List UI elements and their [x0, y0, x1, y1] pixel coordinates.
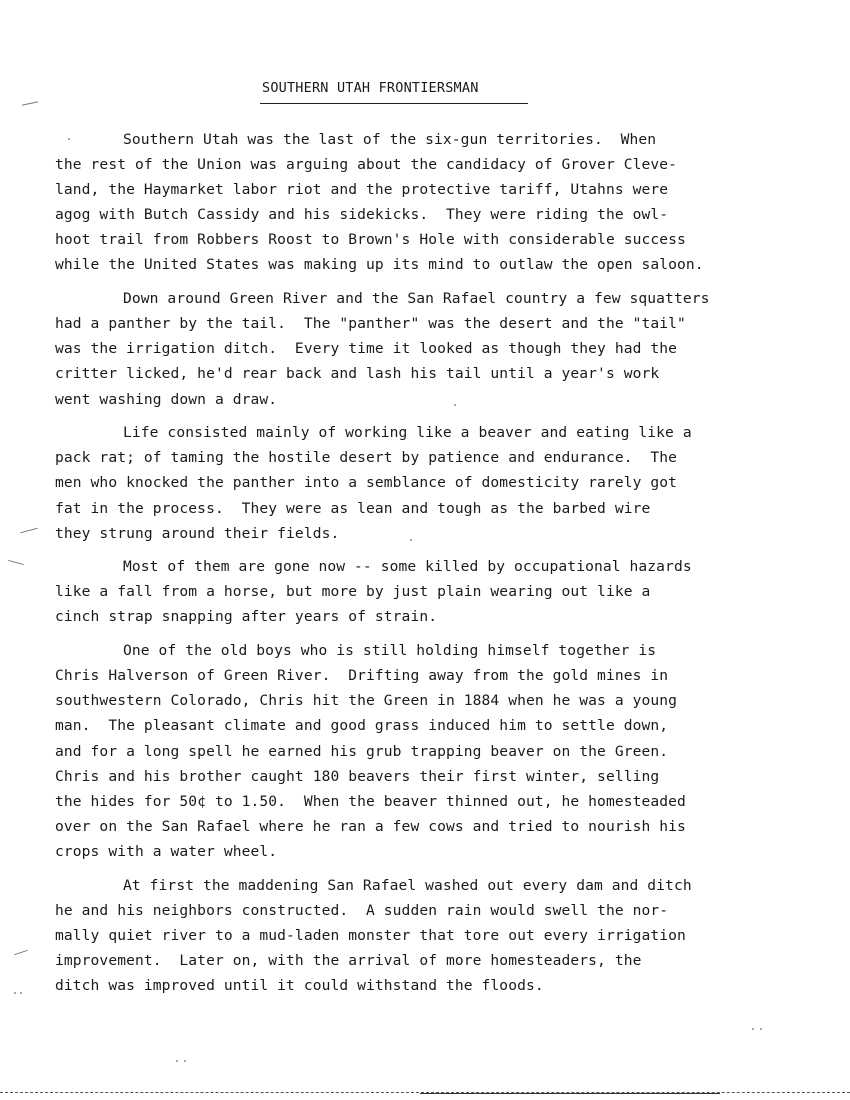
text-line: while the United States was making up its mind to outlaw the open saloon.	[55, 256, 704, 274]
text-line: fat in the process. They were as lean and tough as the barbed wire	[55, 499, 651, 517]
text-line: cinch strap snapping after years of strain.	[55, 608, 438, 626]
title-underline	[260, 103, 528, 104]
text-line: mally quiet river to a mud-laden monster that tore out every irrigation	[55, 926, 686, 944]
text-line: was the irrigation ditch. Every time it looked as though they had the	[55, 340, 678, 358]
scan-speck	[410, 539, 412, 541]
page-bottom-edge-solid	[420, 1093, 720, 1094]
text-line: hoot trail from Robbers Roost to Brown's Hole with considerable success	[55, 231, 686, 249]
scan-speck	[752, 1028, 754, 1030]
text-line: like a fall from a horse, but more by just plain wearing out like a	[55, 583, 651, 601]
paragraph-4	[55, 554, 795, 629]
scan-speck	[68, 138, 70, 140]
text-line: had a panther by the tail. The "panther" was the desert and the "tail"	[55, 315, 686, 333]
text-line: ditch was improved until it could withstand the floods.	[55, 976, 544, 994]
scan-speck	[760, 1028, 762, 1030]
text-line: At first the maddening San Rafael washed out every dam and ditch	[123, 876, 692, 894]
text-line: Southern Utah was the last of the six-gun territories. When	[123, 131, 657, 148]
text-line: southwestern Colorado, Chris hit the Green in 1884 when he was a young	[55, 692, 678, 710]
scan-speck	[14, 992, 16, 994]
text-line: critter licked, he'd rear back and lash his tail until a year's work	[55, 365, 660, 383]
text-line: went washing down a draw.	[55, 390, 278, 408]
text-line: crops with a water wheel.	[55, 842, 278, 860]
paragraph-1	[55, 127, 795, 278]
text-line: Most of them are gone now -- some killed by occupational hazards	[123, 558, 692, 576]
text-line: Life consisted mainly of working like a beaver and eating like a	[123, 424, 692, 442]
text-line: land, the Haymarket labor riot and the protective tariff, Utahns were	[55, 181, 669, 199]
scan-speck	[454, 404, 456, 406]
text-line: over on the San Rafael where he ran a few cows and tried to nourish his	[55, 817, 686, 835]
paragraph-6	[55, 873, 795, 998]
scan-speck	[176, 1060, 178, 1062]
text-line: Down around Green River and the San Rafael country a few squatters	[123, 290, 710, 308]
text-line: Chris and his brother caught 180 beavers their first winter, selling	[55, 767, 660, 785]
text-line: man. The pleasant climate and good grass induced him to settle down,	[55, 717, 669, 735]
text-line: the hides for 50¢ to 1.50. When the beaver thinned out, he homesteaded	[55, 792, 686, 810]
text-line: and for a long spell he earned his grub trapping beaver on the Green.	[55, 742, 669, 760]
paragraph-3	[55, 420, 795, 545]
scan-speck	[184, 1060, 186, 1062]
paragraph-5	[55, 638, 795, 864]
text-line: pack rat; of taming the hostile desert by patience and endurance. The	[55, 449, 678, 467]
margin-mark	[20, 528, 38, 534]
text-line: Chris Halverson of Green River. Drifting away from the gold mines in	[55, 667, 669, 685]
margin-mark	[8, 560, 24, 565]
scan-speck	[20, 992, 22, 994]
margin-mark	[22, 101, 38, 105]
margin-mark	[14, 950, 28, 955]
body-text	[55, 127, 795, 1007]
page-title: SOUTHERN UTAH FRONTIERSMAN	[262, 80, 479, 96]
paragraph-2	[55, 286, 795, 411]
text-line: improvement. Later on, with the arrival of more homesteaders, the	[55, 951, 642, 969]
text-line: agog with Butch Cassidy and his sidekicks. They were riding the owl-	[55, 206, 669, 224]
text-line: he and his neighbors constructed. A sudden rain would swell the nor-	[55, 901, 669, 919]
text-line: One of the old boys who is still holding himself together is	[123, 642, 657, 660]
text-line: the rest of the Union was arguing about the candidacy of Grover Cleve-	[55, 156, 678, 174]
text-line: they strung around their fields.	[55, 524, 340, 542]
text-line: men who knocked the panther into a semblance of domesticity rarely got	[55, 474, 678, 492]
